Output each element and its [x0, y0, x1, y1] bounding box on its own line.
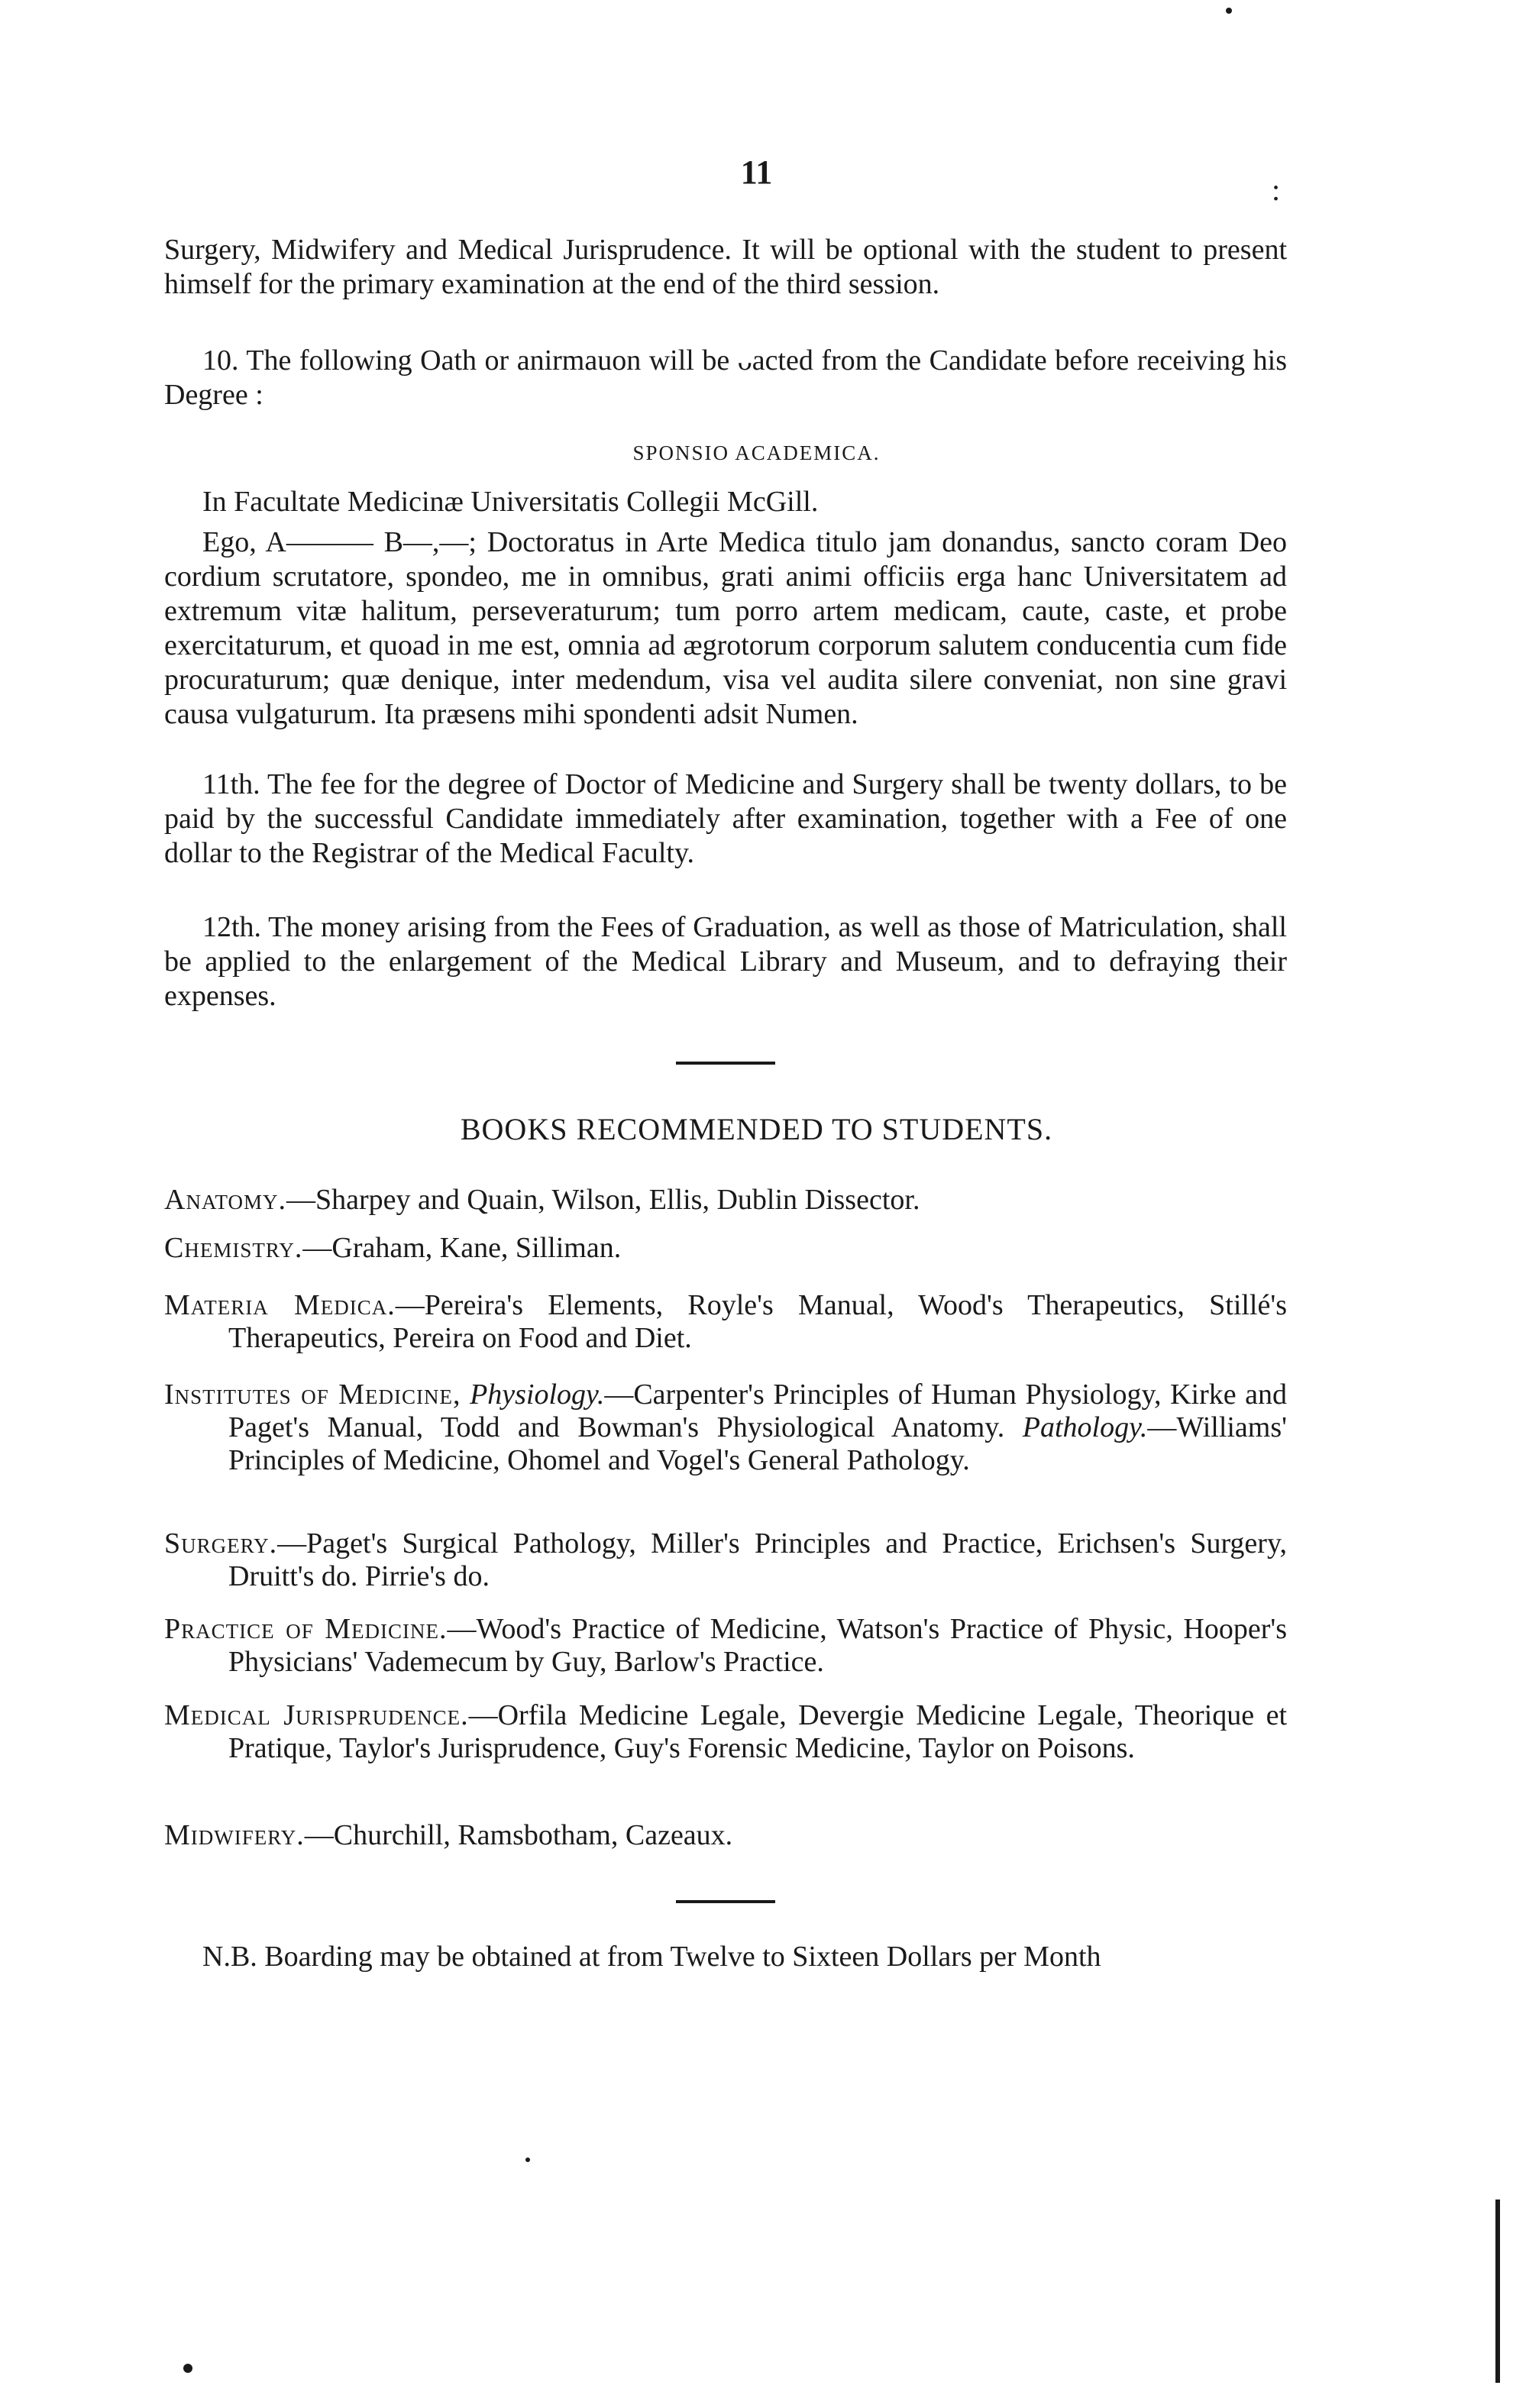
- book-subject: Materia Medica.: [164, 1289, 396, 1321]
- stray-ink-dot: [183, 2364, 192, 2373]
- book-subject: Anatomy.: [164, 1184, 286, 1216]
- paragraph-11th-fee: 11th. The fee for the degree of Doctor of Medicine and Surgery shall be twenty dollars, to be paid by the successful Candidate immediately after examination, together with a Fee of one dollar to the Registrar of the Medical Faculty.: [164, 768, 1287, 869]
- book-entry-jurisprudence: [164, 1699, 1287, 1765]
- book-list: —Orfila Medicine Legale, Devergie Medicine Legale, Theorique et Pratique, Taylor's Jurisprudence, Guy's Forensic Medicine, Taylor on Poisons.: [228, 1699, 1287, 1764]
- book-list: —Paget's Surgical Pathology, Miller's Principles and Practice, Erichsen's Surgery, Druitt's do. Pirrie's do.: [228, 1527, 1287, 1592]
- book-subject: Chemistry.: [164, 1232, 303, 1264]
- stray-ink-dot: [525, 2158, 530, 2162]
- book-entry-midwifery: [164, 1819, 1287, 1852]
- margin-mark: :: [1272, 173, 1281, 207]
- book-list: —Churchill, Ramsbotham, Cazeaux.: [304, 1819, 733, 1851]
- book-list-part: —Williams' Principles of Medicine, Ohomel and Vogel's General Pathology.: [228, 1411, 1287, 1476]
- book-entry-practice: [164, 1613, 1287, 1679]
- divider-rule-bottom: [676, 1900, 775, 1903]
- book-entry-materia-medica: [164, 1289, 1287, 1355]
- book-list-part: —Carpenter's Principles of Human Physiology, Kirke and Paget's Manual, Todd and Bowman's Physiological Anatomy.: [228, 1379, 1288, 1443]
- book-entry-institutes: [164, 1379, 1287, 1477]
- book-entry-chemistry: [164, 1232, 1287, 1265]
- book-subject: Practice of Medicine.: [164, 1613, 448, 1645]
- page-edge-mark: [1495, 2200, 1500, 2383]
- books-heading: BOOKS RECOMMENDED TO STUDENTS.: [460, 1112, 1053, 1146]
- boarding-note: N.B. Boarding may be obtained at from Twelve to Sixteen Dollars per Month: [202, 1941, 1101, 1973]
- sponsio-title: SPONSIO ACADEMICA.: [632, 441, 881, 464]
- book-list: —Graham, Kane, Silliman.: [302, 1232, 622, 1264]
- book-entry-anatomy: [164, 1184, 1287, 1217]
- stray-ink-dot: [1226, 8, 1232, 14]
- book-subject: Institutes of Medicine,: [164, 1379, 461, 1411]
- book-list-part: [461, 1379, 470, 1411]
- page-number: 11: [740, 154, 773, 191]
- paragraph-oath-latin: Ego, A——— B—,—; Doctoratus in Arte Medica titulo jam donandus, sancto coram Deo cordium scrutatore, spondeo, me in omnibus, grati animi officiis erga hanc Universitatem ad extremum vitæ halitum, perseveraturum; tum porro artem medicam, caute, caste, et probe exercitaturum, et quoad in me est, omnia ad ægrotorum corporum salutem conducentia cum fide procuraturum; quæ denique, inter medendum, visa vel audita silere conveniat, non sine gravi causa vulgaturum. Ita præsens mihi spondenti adsit Numen.: [164, 526, 1287, 730]
- book-subject: Surgery.: [164, 1527, 278, 1560]
- book-list: —Wood's Practice of Medicine, Watson's Practice of Physic, Hooper's Physicians' Vademecum by Guy, Barlow's Practice.: [228, 1613, 1287, 1678]
- book-subject: Midwifery.: [164, 1819, 305, 1851]
- book-subtopic-physiology: Physiology.: [470, 1379, 605, 1411]
- book-subtopic-pathology: Pathology.: [1022, 1411, 1148, 1443]
- book-subject: Medical Jurisprudence.: [164, 1699, 469, 1731]
- book-entry-surgery: [164, 1527, 1287, 1593]
- paragraph-surgery: Surgery, Midwifery and Medical Jurisprudence. It will be optional with the student to present himself for the primary examination at the end of the third session.: [164, 234, 1287, 300]
- paragraph-oath-intro: 10. The following Oath or anirmauon will be ᴗacted from the Candidate before receiving his Degree :: [164, 344, 1287, 411]
- book-list: —Pereira's Elements, Royle's Manual, Wood's Therapeutics, Stillé's Therapeutics, Pereira on Food and Diet.: [228, 1289, 1287, 1354]
- book-list: —Sharpey and Quain, Wilson, Ellis, Dublin Dissector.: [286, 1184, 920, 1216]
- paragraph-facultate: In Facultate Medicinæ Universitatis Collegii McGill.: [202, 486, 819, 518]
- divider-rule: [676, 1062, 775, 1065]
- paragraph-12th-money: 12th. The money arising from the Fees of Graduation, as well as those of Matriculation, shall be applied to the enlargement of the Medical Library and Museum, and to defraying their expenses.: [164, 911, 1287, 1012]
